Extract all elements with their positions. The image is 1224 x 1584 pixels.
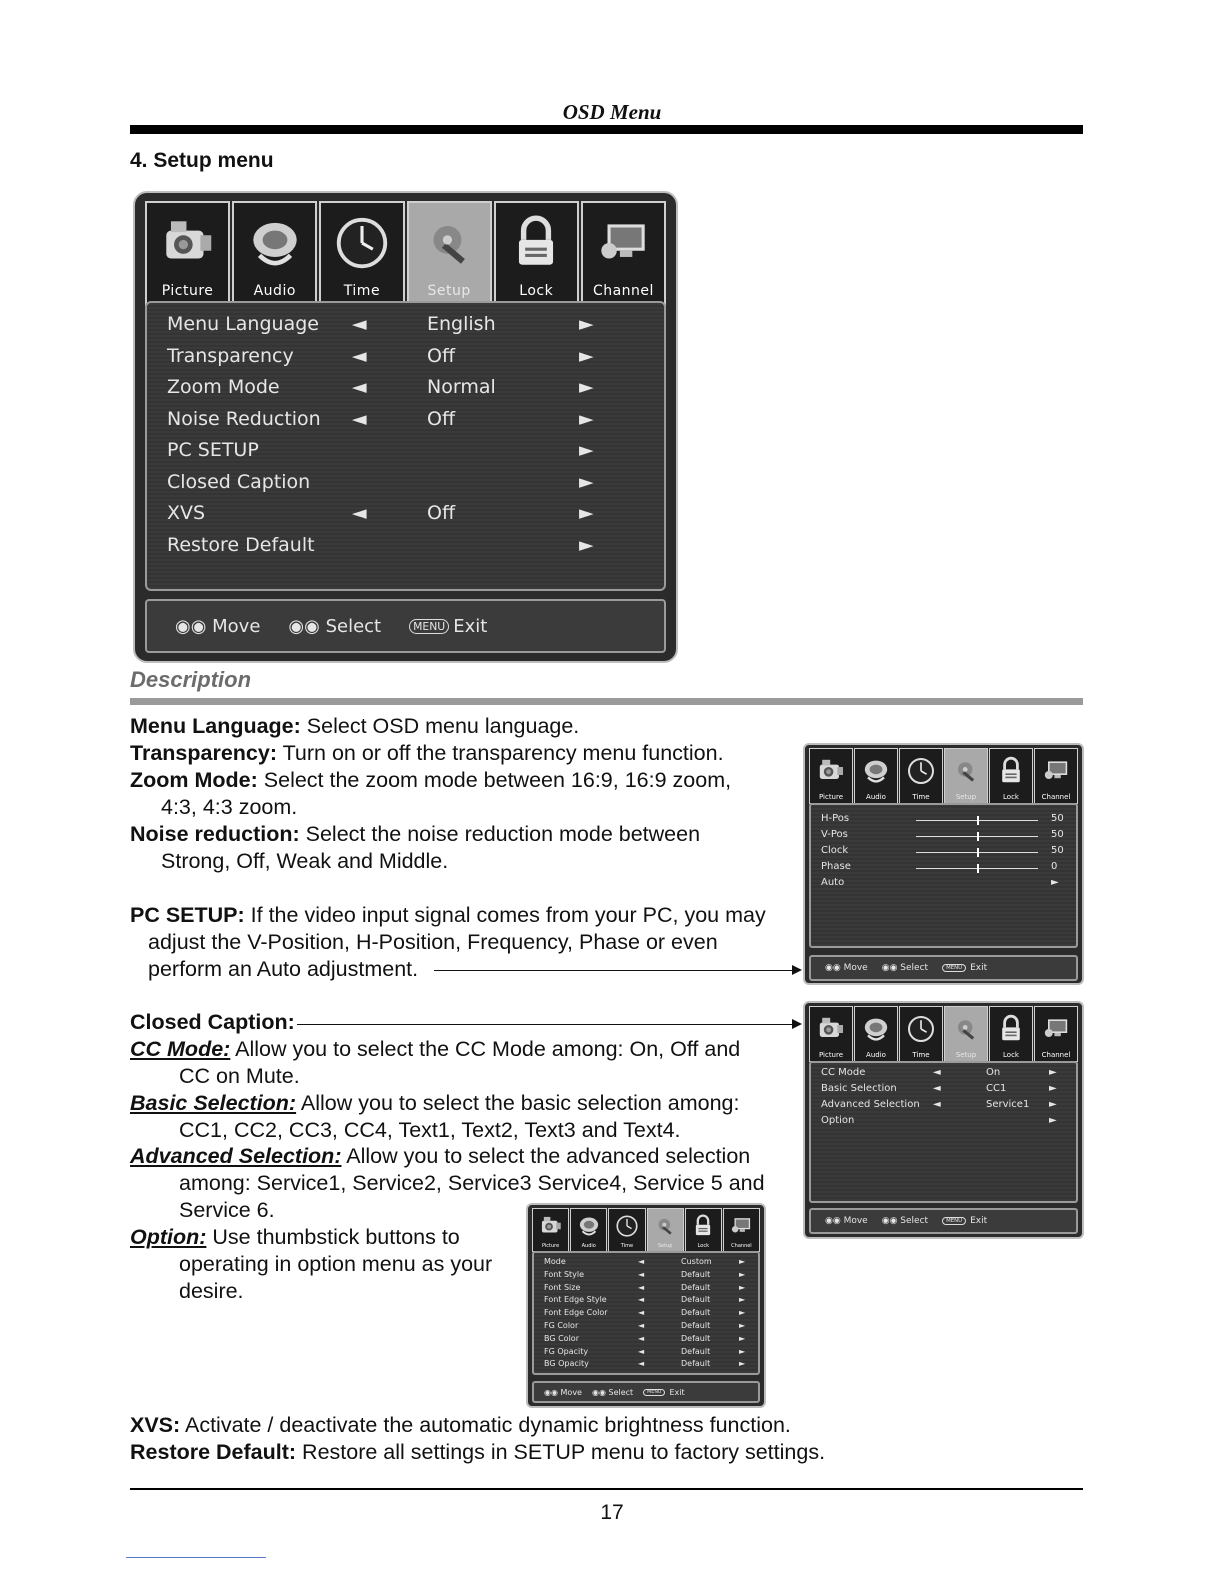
- left-right-arrows-icon: ◉◉: [881, 963, 901, 973]
- desc-noise-reduction: Noise reduction: Select the noise reduction mode between: [130, 822, 701, 846]
- osd-row-label: Font Style: [544, 1269, 585, 1279]
- desc-option-cont2: desire.: [179, 1279, 244, 1303]
- osd-row-label: CC Mode: [821, 1067, 866, 1078]
- osd-row-label: Clock: [821, 845, 849, 856]
- osd-tab-time: [899, 748, 943, 804]
- right-arrow-icon: ►: [739, 1308, 746, 1318]
- osd-row-value: English: [427, 313, 496, 335]
- osd-row-value: Default: [681, 1321, 711, 1330]
- picture-icon: [147, 203, 228, 283]
- bottom-link-rule: [126, 1557, 266, 1558]
- osd-row-label: XVS: [167, 502, 206, 524]
- time-icon: [609, 1209, 644, 1243]
- left-arrow-icon: ◄: [638, 1333, 645, 1343]
- osd-menu-row: [811, 877, 1076, 891]
- closed-caption-arrow-head: [792, 1019, 802, 1029]
- picture-icon: [810, 1007, 852, 1051]
- footer-select-label: Select: [900, 1216, 929, 1226]
- channel-icon: [1035, 1007, 1077, 1051]
- audio-icon: [855, 749, 897, 793]
- osd-tab-setup: [944, 1006, 988, 1062]
- osd-row-label: Zoom Mode: [167, 376, 280, 398]
- osd-menu-row: [147, 376, 664, 407]
- desc-cc-mode: CC Mode: Allow you to select the CC Mode among: On, Off and: [130, 1037, 741, 1061]
- footer-move: [825, 1216, 868, 1226]
- osd-tab-audio: [854, 1006, 898, 1062]
- osd-tab-label: Time: [343, 283, 381, 299]
- osd-row-value: Off: [427, 344, 456, 367]
- right-arrow-icon: ►: [1049, 1067, 1057, 1078]
- footer-move-label: Move: [843, 1216, 868, 1226]
- osd-tab-bar: [135, 193, 676, 307]
- osd-menu-row: [811, 1099, 1076, 1113]
- osd-menu-panel: [145, 301, 666, 591]
- osd-menu-row: [147, 471, 664, 502]
- osd-row-label: Noise Reduction: [167, 407, 321, 430]
- osd-row-value: Default: [681, 1346, 711, 1356]
- left-arrow-icon: ◄: [638, 1321, 645, 1330]
- osd-tab-label: Channel: [592, 283, 654, 299]
- osd-slider-knob: [977, 832, 979, 841]
- osd-row-value: Default: [681, 1269, 711, 1279]
- footer-exit-label: Exit: [970, 1216, 988, 1226]
- osd-tab-label: Setup: [427, 283, 471, 299]
- setup-icon: [409, 203, 490, 283]
- osd-menu-row: [811, 829, 1076, 843]
- osd-footer: [145, 599, 666, 653]
- osd-row-value: ►: [1051, 877, 1059, 888]
- footer-move: [175, 616, 260, 637]
- osd-row-label: Font Edge Color: [544, 1308, 608, 1318]
- osd-tab-label: Channel: [1041, 793, 1071, 801]
- right-arrow-icon: ►: [739, 1295, 746, 1305]
- osd-row-value: Default: [681, 1308, 711, 1318]
- footer-move-label: Move: [560, 1387, 582, 1397]
- footer-select-label: Select: [608, 1387, 634, 1397]
- right-arrow-icon: ►: [739, 1346, 746, 1356]
- description-heading: Description: [130, 667, 252, 692]
- osd-row-value: 50: [1051, 845, 1064, 856]
- osd-tab-time: [899, 1006, 943, 1062]
- footer-move: [544, 1388, 582, 1397]
- osd-menu-row: [811, 813, 1076, 827]
- right-arrow-icon: ►: [579, 470, 594, 493]
- osd-row-value: Normal: [427, 376, 496, 398]
- osd-row-label: BG Opacity: [544, 1359, 589, 1369]
- osd-row-label: Mode: [544, 1257, 566, 1266]
- closed-caption-arrow-line: [297, 1024, 794, 1025]
- left-right-arrows-icon: ◉◉: [288, 615, 326, 637]
- osd-menu-row: [811, 1083, 1076, 1097]
- setup-osd-screenshot: [133, 191, 678, 663]
- left-arrow-icon: ◄: [638, 1308, 645, 1318]
- option-osd-screenshot: [526, 1203, 766, 1408]
- footer-select-label: Select: [325, 615, 382, 637]
- right-arrow-icon: ►: [739, 1321, 746, 1330]
- lock-icon: [990, 1007, 1032, 1051]
- osd-row-label: Closed Caption: [167, 470, 311, 493]
- osd-tab-label: Time: [620, 1243, 634, 1249]
- left-arrow-icon: ◄: [638, 1295, 645, 1305]
- footer-select: [592, 1388, 633, 1397]
- left-arrow-icon: ◄: [352, 502, 367, 524]
- osd-row-value: Off: [427, 407, 456, 430]
- osd-tab-channel: [1034, 748, 1078, 804]
- lock-icon: [686, 1209, 721, 1243]
- osd-tab-label: Time: [912, 793, 930, 801]
- footer-move-label: Move: [843, 963, 868, 973]
- osd-row-value: Default: [681, 1359, 711, 1369]
- desc-basic-selection-cont: CC1, CC2, CC3, CC4, Text1, Text2, Text3 and Text4.: [179, 1118, 681, 1142]
- osd-tab-setup: [407, 201, 492, 307]
- osd-tab-bar: [805, 745, 1082, 804]
- footer-select-label: Select: [900, 963, 929, 973]
- osd-menu-panel: [809, 1061, 1078, 1203]
- osd-menu-row: [811, 1067, 1076, 1081]
- osd-tab-label: Picture: [818, 793, 844, 801]
- desc-xvs: XVS: Activate / deactivate the automatic dynamic brightness function.: [130, 1413, 791, 1437]
- osd-row-value: On: [986, 1067, 1001, 1078]
- osd-row-label: Auto: [821, 877, 845, 888]
- osd-tab-label: Picture: [541, 1243, 560, 1249]
- footer-exit: [942, 1216, 987, 1226]
- osd-tab-audio: [854, 748, 898, 804]
- left-arrow-icon: ◄: [638, 1257, 645, 1266]
- osd-row-label: Phase: [821, 861, 851, 872]
- osd-tab-bar: [805, 1003, 1082, 1062]
- osd-row-label: Menu Language: [167, 313, 319, 335]
- osd-row-value: 50: [1051, 813, 1064, 824]
- menu-key-icon: MENU: [643, 1389, 665, 1396]
- osd-row-label: FG Color: [544, 1321, 579, 1330]
- osd-menu-panel: [809, 803, 1078, 948]
- right-arrow-icon: ►: [579, 439, 594, 461]
- osd-menu-row: [147, 408, 664, 439]
- page-number: 17: [600, 1501, 624, 1524]
- right-arrow-icon: ►: [739, 1359, 746, 1369]
- audio-icon: [571, 1209, 606, 1243]
- osd-menu-row: [534, 1359, 758, 1373]
- osd-tab-lock: [989, 748, 1033, 804]
- osd-tab-lock: [989, 1006, 1033, 1062]
- footer-exit-label: Exit: [970, 963, 988, 973]
- osd-row-value: 50: [1051, 829, 1064, 840]
- menu-key-icon: MENU: [942, 964, 966, 972]
- osd-tab-audio: [570, 1208, 607, 1252]
- desc-advanced-selection: Advanced Selection: Allow you to select the advanced selection: [130, 1144, 751, 1168]
- right-arrow-icon: ►: [1049, 1115, 1057, 1126]
- menu-key-icon: MENU: [409, 619, 449, 634]
- osd-tab-label: Channel: [1041, 1051, 1071, 1059]
- left-arrow-icon: ◄: [352, 313, 367, 335]
- desc-menu-language: Menu Language: Select OSD menu language.: [130, 714, 580, 738]
- time-icon: [900, 1007, 942, 1051]
- desc-option: Option: Use thumbstick buttons to: [130, 1225, 460, 1249]
- footer-select: [882, 963, 928, 973]
- footer-rule: [130, 1488, 1083, 1490]
- left-arrow-icon: ◄: [638, 1269, 645, 1279]
- audio-icon: [234, 203, 315, 283]
- osd-tab-label: Audio: [866, 793, 886, 801]
- desc-cc-mode-cont: CC on Mute.: [179, 1064, 300, 1088]
- desc-pc-setup-cont2: perform an Auto adjustment.: [148, 957, 419, 981]
- footer-move-label: Move: [212, 615, 261, 637]
- osd-menu-panel: [532, 1251, 760, 1375]
- osd-row-label: Transparency: [167, 344, 294, 367]
- osd-tab-label: Lock: [697, 1243, 709, 1249]
- desc-advanced-selection-cont2: Service 6.: [179, 1198, 275, 1222]
- osd-row-value: Custom: [681, 1257, 712, 1266]
- osd-tab-label: Setup: [657, 1243, 673, 1249]
- footer-exit: [409, 616, 487, 637]
- osd-row-label: Advanced Selection: [821, 1099, 920, 1110]
- pc-setup-osd-screenshot: [803, 743, 1084, 985]
- osd-tab-label: Time: [912, 1051, 930, 1059]
- osd-tab-setup: [944, 748, 988, 804]
- header-rule: [130, 125, 1083, 134]
- left-arrow-icon: ◄: [933, 1099, 941, 1110]
- osd-tab-label: Setup: [955, 793, 977, 801]
- desc-pc-setup-cont1: adjust the V-Position, H-Position, Frequency, Phase or even: [148, 930, 718, 954]
- menu-key-icon: MENU: [942, 1217, 966, 1225]
- time-icon: [900, 749, 942, 793]
- right-arrow-icon: ►: [579, 313, 594, 335]
- osd-menu-row: [147, 439, 664, 470]
- right-arrow-icon: ►: [739, 1269, 746, 1279]
- osd-tab-label: Picture: [818, 1051, 844, 1059]
- audio-icon: [855, 1007, 897, 1051]
- desc-advanced-selection-cont1: among: Service1, Service2, Service3 Service4, Service 5 and: [179, 1171, 765, 1195]
- osd-tab-picture: [145, 201, 230, 307]
- osd-menu-row: [811, 861, 1076, 875]
- left-arrow-icon: ◄: [352, 376, 367, 398]
- right-arrow-icon: ►: [739, 1282, 746, 1292]
- desc-zoom-mode: Zoom Mode: Select the zoom mode between 16:9, 16:9 zoom,: [130, 768, 732, 792]
- picture-icon: [533, 1209, 568, 1243]
- right-arrow-icon: ►: [1049, 1083, 1057, 1094]
- footer-select: [288, 616, 381, 637]
- osd-menu-row: [147, 502, 664, 533]
- right-arrow-icon: ►: [579, 533, 594, 556]
- setup-icon: [945, 1007, 987, 1051]
- osd-row-value: 0: [1051, 861, 1058, 872]
- osd-row-label: Basic Selection: [821, 1083, 897, 1094]
- osd-tab-bar: [528, 1205, 764, 1252]
- time-icon: [321, 203, 402, 283]
- osd-row-label: V-Pos: [821, 829, 848, 840]
- osd-row-label: H-Pos: [821, 813, 850, 824]
- footer-exit: [643, 1388, 684, 1397]
- osd-tab-label: Lock: [519, 283, 554, 299]
- desc-restore-default: Restore Default: Restore all settings in SETUP menu to factory settings.: [130, 1440, 826, 1464]
- osd-tab-label: Audio: [253, 283, 296, 299]
- channel-icon: [583, 203, 664, 283]
- closed-caption-osd-screenshot: [803, 1001, 1084, 1239]
- osd-tab-lock: [685, 1208, 722, 1252]
- pc-setup-arrow-line: [434, 970, 794, 971]
- osd-slider-knob: [977, 816, 979, 825]
- osd-tab-time: [608, 1208, 645, 1252]
- osd-row-label: Option: [821, 1115, 855, 1126]
- footer-exit-label: Exit: [669, 1387, 685, 1397]
- right-arrow-icon: ►: [579, 344, 594, 367]
- osd-tab-channel: [1034, 1006, 1078, 1062]
- osd-row-label: Font Edge Style: [544, 1295, 607, 1305]
- osd-tab-picture: [809, 748, 853, 804]
- osd-row-value: Default: [681, 1282, 711, 1292]
- osd-tab-label: Audio: [866, 1051, 886, 1059]
- footer-select: [882, 1216, 928, 1226]
- osd-row-label: FG Opacity: [544, 1346, 589, 1356]
- osd-tab-label: Lock: [1003, 793, 1019, 801]
- desc-transparency: Transparency: Turn on or off the transparency menu function.: [130, 741, 724, 765]
- up-down-arrows-icon: ◉◉: [825, 963, 844, 973]
- up-down-arrows-icon: ◉◉: [175, 615, 213, 637]
- pc-setup-arrow-head: [792, 965, 802, 975]
- lock-icon: [990, 749, 1032, 793]
- footer-move: [825, 963, 868, 973]
- osd-row-value: Default: [681, 1295, 711, 1305]
- osd-tab-picture: [809, 1006, 853, 1062]
- desc-zoom-mode-cont: 4:3, 4:3 zoom.: [161, 795, 298, 819]
- left-arrow-icon: ◄: [933, 1083, 941, 1094]
- section-title: 4. Setup menu: [130, 149, 274, 172]
- setup-icon: [945, 749, 987, 793]
- channel-icon: [724, 1209, 759, 1243]
- osd-menu-row: [147, 534, 664, 565]
- osd-footer: [809, 1208, 1078, 1234]
- description-rule: [130, 698, 1083, 705]
- left-arrow-icon: ◄: [638, 1282, 645, 1292]
- footer-exit: [942, 963, 987, 973]
- osd-tab-time: [319, 201, 404, 307]
- left-right-arrows-icon: ◉◉: [591, 1387, 609, 1397]
- right-arrow-icon: ►: [579, 407, 594, 430]
- desc-closed-caption: Closed Caption:: [130, 1010, 295, 1034]
- osd-tab-label: Picture: [161, 283, 214, 299]
- left-arrow-icon: ◄: [933, 1067, 941, 1078]
- osd-row-label: PC SETUP: [167, 439, 259, 461]
- desc-pc-setup: PC SETUP: If the video input signal comes from your PC, you may: [130, 903, 766, 927]
- osd-tab-audio: [232, 201, 317, 307]
- osd-tab-picture: [532, 1208, 569, 1252]
- left-arrow-icon: ◄: [352, 407, 367, 430]
- osd-row-label: Restore Default: [167, 533, 315, 556]
- osd-tab-setup: [647, 1208, 684, 1252]
- left-arrow-icon: ◄: [638, 1346, 645, 1356]
- desc-option-cont1: operating in option menu as your: [179, 1252, 493, 1276]
- footer-exit-label: Exit: [453, 615, 488, 637]
- right-arrow-icon: ►: [739, 1257, 746, 1266]
- osd-tab-label: Setup: [955, 1051, 977, 1059]
- osd-menu-row: [147, 313, 664, 344]
- osd-row-value: CC1: [986, 1083, 1007, 1094]
- osd-footer: [532, 1381, 760, 1403]
- osd-tab-label: Audio: [581, 1243, 596, 1249]
- osd-row-value: Off: [427, 502, 456, 524]
- lock-icon: [496, 203, 577, 283]
- left-right-arrows-icon: ◉◉: [881, 1216, 901, 1226]
- osd-tab-label: Channel: [731, 1243, 752, 1249]
- osd-slider-knob: [977, 864, 979, 873]
- left-arrow-icon: ◄: [638, 1359, 645, 1369]
- picture-icon: [810, 749, 852, 793]
- right-arrow-icon: ►: [739, 1333, 746, 1343]
- osd-menu-row: [811, 845, 1076, 859]
- up-down-arrows-icon: ◉◉: [825, 1216, 844, 1226]
- osd-row-value: Service1: [986, 1099, 1030, 1110]
- osd-menu-row: [147, 345, 664, 376]
- osd-menu-row: [811, 1115, 1076, 1129]
- osd-footer: [809, 955, 1078, 981]
- desc-noise-reduction-cont: Strong, Off, Weak and Middle.: [161, 849, 449, 873]
- up-down-arrows-icon: ◉◉: [544, 1387, 561, 1397]
- osd-tab-label: Lock: [1003, 1051, 1019, 1059]
- channel-icon: [1035, 749, 1077, 793]
- osd-row-label: Font Size: [544, 1282, 581, 1292]
- left-arrow-icon: ◄: [352, 344, 367, 367]
- osd-row-value: Default: [681, 1333, 711, 1343]
- desc-basic-selection: Basic Selection: Allow you to select the basic selection among:: [130, 1091, 740, 1115]
- right-arrow-icon: ►: [1049, 1099, 1057, 1110]
- osd-slider-knob: [977, 848, 979, 857]
- page-header-title: OSD Menu: [562, 100, 662, 124]
- osd-row-label: BG Color: [544, 1333, 579, 1343]
- right-arrow-icon: ►: [579, 376, 594, 398]
- right-arrow-icon: ►: [579, 502, 594, 524]
- osd-tab-channel: [723, 1208, 760, 1252]
- osd-tab-channel: [581, 201, 666, 307]
- setup-icon: [648, 1209, 683, 1243]
- osd-tab-lock: [494, 201, 579, 307]
